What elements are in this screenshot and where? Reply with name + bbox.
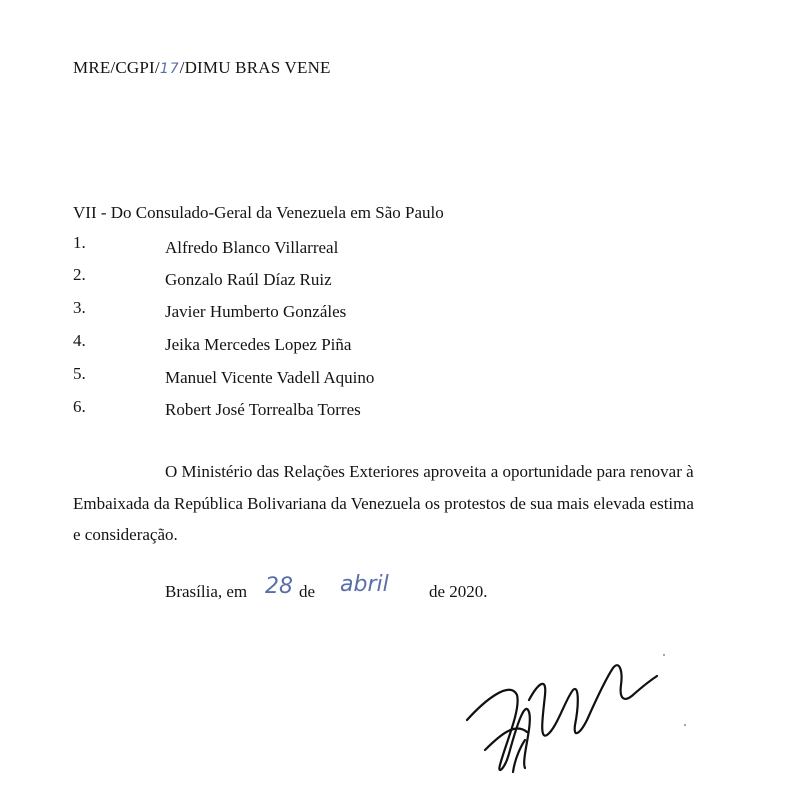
list-item-name: Javier Humberto Gonzáles	[165, 302, 347, 321]
reference-handwritten-number: 17	[159, 61, 180, 77]
scan-speck	[684, 724, 686, 726]
list-item-name: Robert José Torrealba Torres	[165, 400, 361, 419]
section-title: VII - Do Consulado-Geral da Venezuela em São Paulo	[73, 203, 444, 222]
dateline-place: Brasília, em	[165, 582, 248, 601]
dateline-de: de	[299, 582, 316, 601]
list-number: 2.	[73, 265, 86, 284]
dateline-month-handwritten: abril	[340, 572, 389, 597]
reference-suffix: /DIMU BRAS VENE	[179, 58, 331, 77]
dateline-year: de 2020.	[429, 582, 488, 601]
paragraph-line-2: Embaixada da República Bolivariana da Venezuela os protestos de sua mais elevada estima	[73, 494, 694, 513]
document-reference	[73, 58, 331, 78]
list-item-name: Jeika Mercedes Lopez Piña	[165, 335, 352, 354]
list-item-name: Alfredo Blanco Villarreal	[165, 238, 339, 257]
list-number: 3.	[73, 298, 86, 317]
list-item-name: Gonzalo Raúl Díaz Ruiz	[165, 270, 332, 289]
paragraph-line-3: e consideração.	[73, 525, 178, 544]
scan-speck	[663, 654, 665, 656]
list-number: 4.	[73, 331, 86, 350]
list-number: 5.	[73, 364, 86, 383]
signature-image	[455, 640, 685, 780]
list-number: 6.	[73, 397, 86, 416]
reference-prefix: MRE/CGPI/	[73, 58, 160, 77]
paragraph-line-1: O Ministério das Relações Exteriores aproveita a oportunidade para renovar à	[165, 462, 694, 481]
list-item-name: Manuel Vicente Vadell Aquino	[165, 368, 375, 387]
dateline-day-handwritten: 28	[265, 574, 293, 599]
list-number: 1.	[73, 233, 86, 252]
